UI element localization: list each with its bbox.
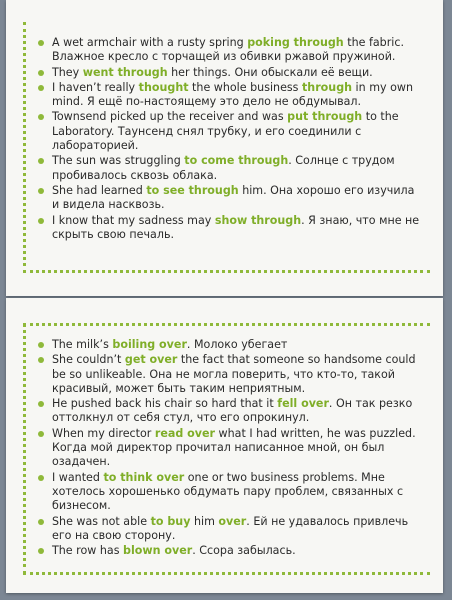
phrasal-verb-highlight: boiling over [112, 338, 187, 351]
bullet-icon [38, 114, 44, 120]
bullet-icon [38, 158, 44, 164]
example-list-item [38, 515, 420, 544]
phrasal-verb-highlight: read over [154, 426, 216, 440]
example-list-item [38, 427, 420, 470]
example-text: him. Она хорошо его изучила и видела насквозь. [52, 183, 415, 212]
example-text: She had learned [52, 183, 147, 197]
phrasal-verb-highlight: get over [124, 353, 178, 367]
bottom-page [6, 298, 443, 593]
bullet-icon [38, 85, 44, 91]
example-text: . Я знаю, что мне не скрыть свою печаль. [52, 213, 420, 241]
example-text: He pushed back his chair so hard that it [52, 397, 278, 411]
phrasal-verb-highlight: to see through [146, 183, 239, 197]
example-list-item [38, 66, 420, 80]
example-list-item [38, 353, 420, 396]
example-text: one or two business problems. Мне хотелось хорошенько обдумать пару проблем, связанных с бизнесом. [52, 470, 404, 513]
example-list-item [38, 36, 420, 65]
example-text: . Молоко убегает [186, 338, 288, 351]
example-text: the fact that someone so handsome could be so unlikeable. Она не могла поверить, что кто-то, такой красивый, может быть таким неприятным. [52, 353, 416, 395]
phrasal-verb-highlight: blown over [123, 544, 193, 558]
example-list-item [38, 544, 420, 558]
phrasal-verbs-over-card [23, 323, 430, 575]
example-text: The sun was struggling [52, 154, 185, 168]
example-text: She couldn’t [52, 353, 125, 367]
example-list-item [38, 81, 420, 110]
example-list-item [38, 214, 420, 243]
phrasal-verb-highlight: over [218, 514, 247, 528]
example-text: The milk’s [52, 338, 113, 351]
bullet-icon [38, 401, 44, 407]
example-text: . Солнце с трудом пробивалось сквозь облака. [52, 154, 395, 182]
example-list-item [38, 154, 420, 183]
example-list-item [38, 110, 420, 153]
example-list-item [38, 184, 420, 213]
example-text: him [190, 514, 219, 528]
bullet-icon [38, 431, 44, 437]
through-examples-list [26, 22, 430, 242]
example-text: They [52, 65, 83, 79]
phrasal-verb-highlight: poking through [247, 36, 344, 49]
example-text: her things. Они обыскали её вещи. [167, 65, 373, 79]
example-text: . Ссора забылась. [192, 544, 296, 558]
example-text: She was not able [52, 514, 151, 528]
phrasal-verb-highlight: show through [214, 213, 302, 227]
example-text: The row has [52, 544, 123, 558]
example-list-item [38, 397, 420, 426]
bullet-icon [38, 357, 44, 363]
bullet-icon [38, 342, 44, 348]
example-text: A wet armchair with a rusty spring [52, 36, 248, 49]
bullet-icon [38, 188, 44, 194]
example-text: . Ей не удавалось привлечь его на свою сторону. [52, 514, 409, 542]
example-text: to the Laboratory. Таунсенд снял трубку, и его соединили с лабораторией. [52, 110, 399, 153]
phrasal-verb-highlight: fell over [277, 397, 329, 411]
example-text: I haven’t really [52, 80, 139, 94]
example-text: in my own mind. Я ещё по-настоящему это дело не обдумывал. [52, 80, 413, 109]
phrasal-verb-highlight: thought [138, 80, 189, 94]
example-text: . Он так резко оттолкнул от себя стул, что его опрокинул. [52, 397, 413, 425]
example-text: the whole business [188, 80, 302, 94]
example-text: what I had written, he was puzzled. Когда мой директор прочитал написанное мной, он был озадачен. [52, 426, 416, 469]
phrasal-verbs-through-card [23, 22, 430, 273]
example-text: When my director [52, 426, 155, 440]
bullet-icon [38, 519, 44, 525]
example-text: I wanted [52, 470, 104, 484]
example-text: Townsend picked up the receiver and was [52, 110, 288, 124]
bullet-icon [38, 40, 44, 46]
bullet-icon [38, 475, 44, 481]
phrasal-verb-highlight: to buy [150, 514, 191, 528]
bullet-icon [38, 548, 44, 554]
phrasal-verb-highlight: through [302, 80, 353, 94]
phrasal-verb-highlight: went through [82, 65, 168, 79]
phrasal-verb-highlight: to come through [184, 154, 289, 168]
over-examples-list [26, 326, 430, 558]
phrasal-verb-highlight: to think over [103, 470, 185, 484]
example-list-item [38, 338, 420, 352]
example-text: the fabric. Влажное кресло с торчащей из обивки ржавой пружиной. [52, 36, 404, 64]
example-list-item [38, 471, 420, 514]
top-page [6, 0, 443, 296]
example-text: I know that my sadness may [52, 213, 215, 227]
phrasal-verb-highlight: put through [287, 110, 363, 124]
bullet-icon [38, 70, 44, 76]
bullet-icon [38, 218, 44, 224]
